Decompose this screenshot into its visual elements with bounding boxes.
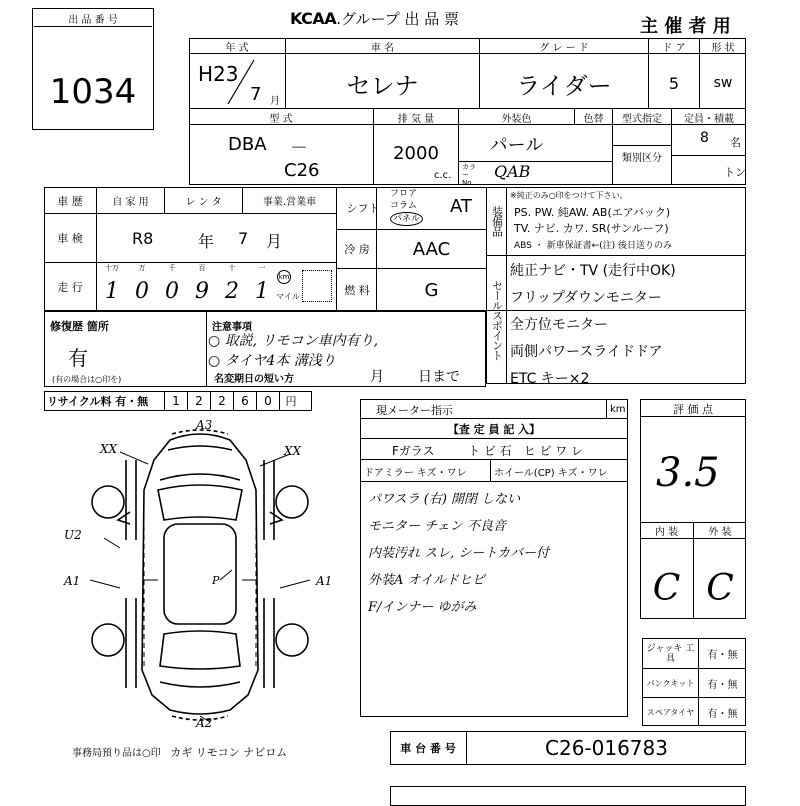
inspector-header: 【査 定 員 記 入】: [447, 423, 541, 436]
recycle-digit: 2: [210, 391, 233, 411]
year-label: 年 式: [225, 43, 249, 54]
jack-label: ジャッキ 工 具: [646, 643, 695, 664]
year-month: 7: [250, 84, 262, 105]
office-note-label: 事務局預り品は○印: [72, 748, 161, 759]
jack-value[interactable]: 有・無: [707, 650, 738, 661]
recycle-digits: [164, 391, 312, 411]
model-dash: －: [290, 138, 308, 159]
divider: [506, 255, 507, 384]
shift-label: シフト: [346, 202, 380, 215]
ac-label: 冷 房: [344, 243, 370, 256]
notes-line-1: ○ 取説, リモコン車内有り,: [208, 333, 379, 349]
damage-mark-a1-right: A1: [316, 574, 333, 588]
equipment-line-2: TV. ナビ. カワ. SR(サンルーフ): [514, 222, 669, 235]
history-business[interactable]: 事業.営業車: [262, 197, 317, 208]
inspection-label: 車 検: [57, 232, 83, 245]
history-private[interactable]: 自 家 用: [112, 197, 149, 208]
fuel-value: G: [424, 279, 439, 301]
meter-label: 現メーター指示: [376, 404, 453, 417]
mileage-digit: 9: [195, 279, 209, 304]
shift-column[interactable]: コラム: [390, 201, 417, 211]
chassis-number: C26-016783: [545, 736, 668, 760]
exterior-color-label: 外装色: [501, 113, 532, 125]
spare-value[interactable]: 有・無: [707, 708, 738, 720]
damage-mark-xx-left: XX: [100, 442, 118, 456]
damage-mark-a1-left: A1: [64, 574, 81, 588]
damage-mark-a2: A2: [196, 716, 213, 730]
ac-value: AAC: [412, 238, 451, 260]
lot-number-label: 出 品 番 号: [34, 10, 152, 27]
fuel-label: 燃 料: [344, 284, 370, 297]
inspection-era: R8: [132, 229, 154, 248]
notes-label: 注意事項: [212, 322, 252, 333]
doors: 5: [668, 73, 680, 93]
recycle-unit: 円: [279, 391, 302, 411]
mileage-digit: 1: [255, 279, 269, 304]
brand-logo: KCAA: [290, 9, 337, 28]
repair-note: (有の場合は○印を): [52, 375, 122, 384]
notes-line-2-text: タイヤ4本 溝浅り: [224, 353, 336, 369]
shift-position-options: [390, 188, 434, 226]
history-rental[interactable]: レ ン タ: [185, 197, 222, 208]
ton-unit: トン: [724, 166, 746, 179]
inspection-month-unit: 月: [266, 232, 283, 251]
year-era: H23: [198, 62, 239, 86]
divider: [672, 155, 746, 156]
sales-points-label: セールスポイント: [490, 280, 504, 360]
deadline-day: [418, 366, 460, 386]
sales-point-item: 両側パワースライドドア: [510, 344, 663, 360]
f-glass-options[interactable]: ト ビ 石 ヒ ビ ワ レ: [468, 444, 584, 458]
repair-label: 修復歴 箇所: [50, 320, 109, 333]
meter-unit: km: [610, 404, 626, 415]
divider: [506, 187, 507, 255]
classification-label: 類別区分: [622, 152, 662, 164]
divider: [206, 311, 207, 387]
sales-point-item: ETC キー×2: [510, 371, 590, 387]
wheel-label[interactable]: ホイール(CP) キズ・ワレ: [494, 468, 608, 479]
deadline-label: 名変期日の短い方: [214, 374, 294, 385]
recycle-digit: 0: [256, 391, 279, 411]
office-items: カギ リモコン ナビロム: [170, 746, 288, 759]
sales-points-list: [510, 258, 742, 393]
interior-score: C: [652, 567, 681, 609]
damage-mark-u2: U2: [64, 528, 82, 542]
exterior-label: 外 装: [708, 527, 732, 538]
mileage-unit: 千: [168, 264, 176, 272]
recycle-label: リサイクル料 有・無: [47, 395, 149, 408]
sales-point-item: 純正ナビ・TV (走行中OK): [510, 263, 676, 279]
mileage-digit-row: [97, 279, 277, 309]
organizer-label: 主 催 者 用: [640, 16, 731, 37]
divider: [360, 438, 628, 439]
interior-label: 内 装: [654, 527, 679, 538]
capacity-label: 定員・積載: [684, 113, 734, 125]
mileage-digit: 0: [135, 279, 149, 304]
equipment-note: ※純正のみ○印をつけて下さい。: [510, 191, 628, 200]
sales-point-item: 全方位モニター: [510, 317, 608, 333]
door-mirror-label[interactable]: ドアミラー キズ・ワレ: [364, 468, 467, 479]
model-code: C26: [284, 160, 320, 181]
deadline-day-unit: 日まで: [418, 369, 460, 385]
shift-value: AT: [450, 196, 472, 217]
mile-label: マイル: [276, 292, 300, 301]
mileage-dotted-box: [302, 270, 332, 302]
notes-line-2: ○ タイヤ4本 溝浅り: [208, 353, 336, 369]
mileage-unit: 十: [228, 264, 236, 272]
shift-panel[interactable]: パネル: [390, 212, 423, 226]
exterior-score: C: [706, 567, 734, 609]
recycle-digit: 1: [164, 391, 187, 411]
divider: [459, 161, 612, 162]
color-no: QAB: [494, 162, 531, 181]
mileage-unit: 万: [138, 264, 146, 272]
color-no-label: カラー No.: [462, 163, 476, 187]
rating-label: 評 価 点: [673, 402, 713, 416]
mileage-digit: 1: [105, 279, 119, 304]
car-name: セレナ: [346, 71, 419, 100]
notes-line-1-text: 取説, リモコン車内有り,: [224, 333, 379, 349]
deadline-month: 月: [370, 369, 384, 385]
equipment-line-3: ABS ・ 新車保証書←(注) 後日送りのみ: [514, 241, 673, 251]
exterior-color: パール: [489, 135, 544, 156]
cc-unit: c.c.: [434, 170, 452, 181]
history-label: 車 歴: [57, 194, 83, 208]
grade-label: グ レ ー ド: [539, 43, 589, 54]
puncture-value[interactable]: 有・無: [707, 679, 738, 691]
grade: ライダー: [516, 71, 612, 100]
sales-point-item: フリップダウンモニター: [510, 290, 662, 306]
color-change-label: 色替: [583, 113, 604, 125]
capacity-unit: 名: [730, 136, 741, 149]
car-damage-diagram: [60, 420, 360, 735]
shape-label: 形 状: [711, 43, 735, 54]
divider: [606, 399, 607, 419]
lot-number: 1034: [49, 72, 137, 112]
damage-mark-a3: A3: [196, 418, 213, 432]
inspection-year-unit: 年: [198, 232, 215, 251]
rating-score: 3.5: [656, 450, 720, 496]
spare-label: スペアタイヤ: [646, 707, 695, 717]
shift-floor[interactable]: フロア: [390, 189, 418, 199]
mileage-unit: 百: [198, 264, 206, 272]
mileage-digit: 2: [225, 279, 239, 304]
damage-mark-p: P: [212, 574, 220, 587]
f-glass-label: Fガラス: [392, 444, 435, 458]
model-prefix: DBA: [228, 134, 267, 155]
inspection-month: 7: [238, 229, 249, 248]
door-label: ド ア: [662, 43, 686, 54]
model-label: 型 式: [269, 113, 293, 125]
mileage-unit-row: [97, 263, 277, 275]
km-circle: km: [277, 270, 291, 284]
chassis-label: 車 台 番 号: [400, 742, 456, 755]
form-title-text: .グループ 出 品 票: [336, 10, 460, 28]
type-designation-label: 型式指定: [622, 113, 662, 125]
equipment-line-1: PS. PW. 純AW. AB(エアバック): [514, 206, 671, 219]
puncture-label: パンクキット: [646, 678, 695, 688]
divider: [613, 145, 671, 146]
form-title: [290, 8, 459, 28]
repair-value: 有: [68, 346, 88, 370]
displacement: 2000: [393, 142, 439, 164]
year-month-unit: 月: [270, 96, 280, 107]
inspector-note-line: 外装A オイルドヒビ: [368, 573, 485, 588]
displacement-label: 排 気 量: [397, 113, 435, 125]
car-name-label: 車 名: [370, 43, 395, 54]
recycle-digit: 6: [233, 391, 256, 411]
capacity: 8: [700, 130, 709, 146]
inspector-note-line: 内装汚れ スレ, シートカバー付: [368, 546, 550, 561]
body-shape: sw: [713, 75, 733, 91]
inspector-note-line: パワスラ (右) 開閉 しない: [368, 492, 521, 507]
mileage-digit: 0: [165, 279, 179, 304]
recycle-digit: 2: [187, 391, 210, 411]
inspector-note-line: F/インナー ゆがみ: [368, 600, 477, 615]
mileage-unit: 一: [258, 264, 266, 272]
divider: [360, 481, 628, 482]
mileage-label: 走 行: [57, 281, 83, 294]
inspector-notes: [368, 486, 549, 621]
damage-mark-xx-right: XX: [284, 444, 302, 458]
mileage-grid: [97, 263, 277, 311]
divider: [490, 459, 491, 481]
equipment-label: 装備品: [490, 206, 504, 236]
inspector-note-line: モニター チェン 不良音: [368, 519, 506, 534]
divider: [360, 459, 628, 460]
office-note: [72, 744, 287, 760]
mileage-unit: 十万: [105, 264, 119, 272]
bottom-partial-row: [390, 786, 746, 806]
